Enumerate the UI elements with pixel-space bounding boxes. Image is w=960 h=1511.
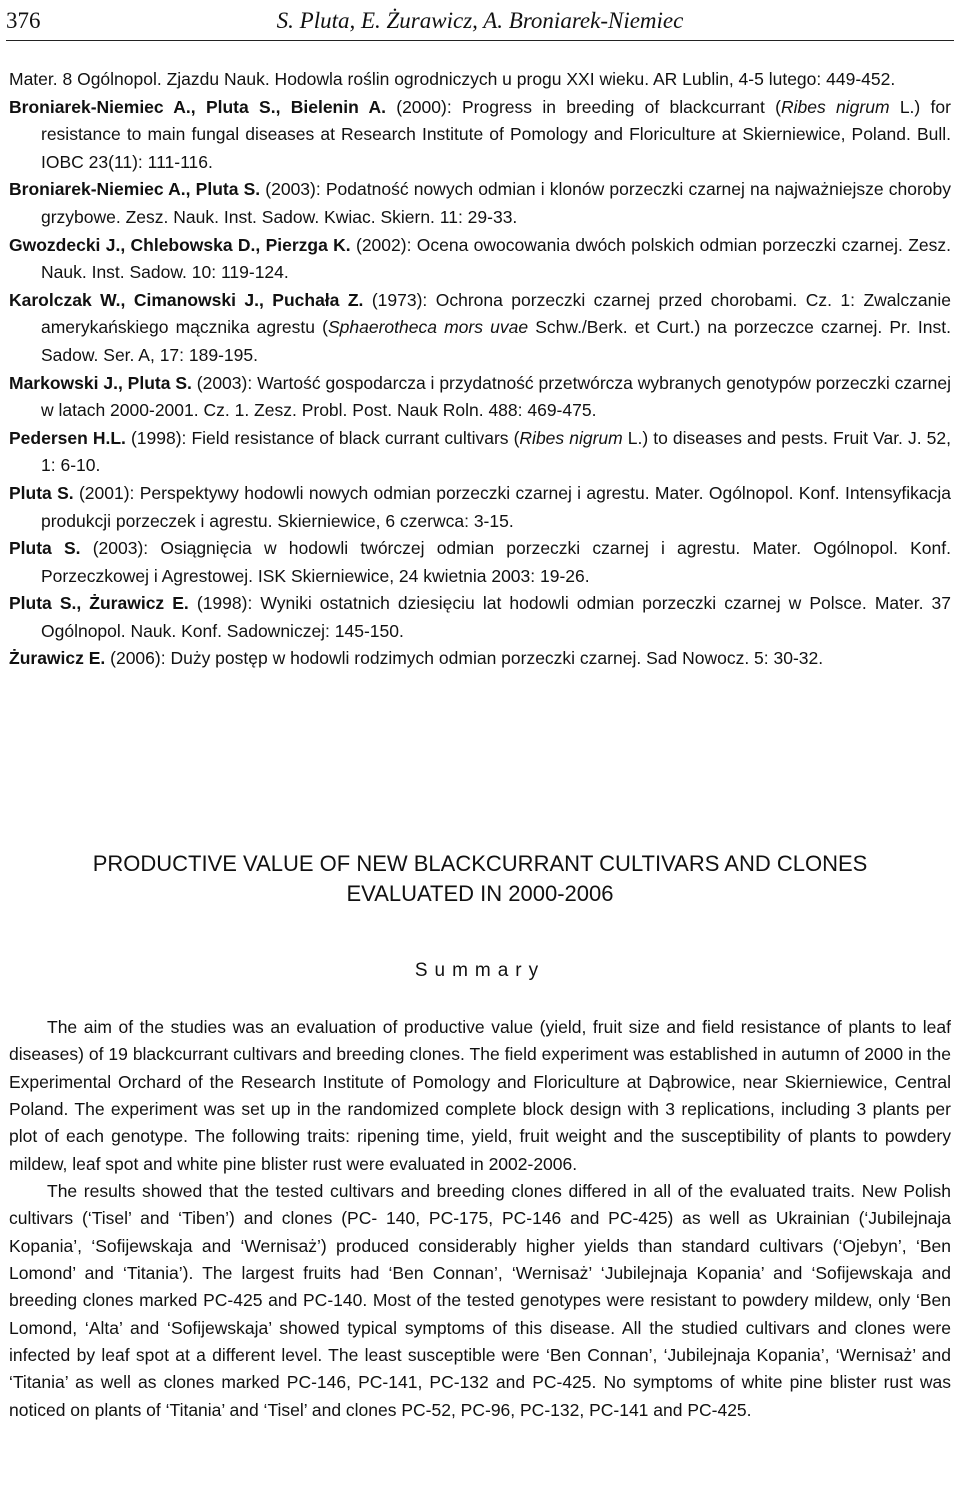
reference-text: (2006): Duży postęp w hodowli rodzimych odmian porzeczki czarnej. Sad Nowocz. 5: 30-32. — [105, 648, 824, 669]
reference-authors: Broniarek-Niemiec A., Pluta S. — [9, 179, 261, 200]
reference-text: (1998): Wyniki ostatnich dziesięciu lat hodowli odmian porzeczki czarnej w Polsce. Mater. 37 Ogólnopol. Nauk. Konf. Sadowniczej: 145-150. — [41, 593, 951, 641]
reference-authors: Karolczak W., Cimanowski J., Puchała Z. — [9, 289, 364, 310]
reference-text: (2002): Ocena owocowania dwóch polskich odmian porzeczki czarnej. Zesz. Nauk. Inst. Sadow. 10: 119-124. — [41, 234, 951, 283]
reference-entry — [9, 94, 951, 177]
reference-authors: Markowski J., Pluta S. — [9, 372, 192, 393]
reference-authors: Żurawicz E. — [9, 648, 106, 669]
reference-text: (2000): Progress in breeding of blackcurrant ( — [385, 96, 781, 117]
reference-text: Mater. 8 Ogólnopol. Zjazdu Nauk. Hodowla roślin ogrodniczych u progu XXI wieku. AR Lublin, 4-5 lutego: 449-452. — [9, 69, 896, 89]
reference-text: (1973): Ochrona porzeczki czarnej przed chorobami. Cz. 1: Zwalczanie amerykańskiego mącznika agrestu ( — [41, 289, 951, 338]
reference-text: (2003): Osiągnięcia w hodowli twórczej odmian porzeczki czarnej i agrestu. Mater. Ogólnopol. Konf. Porzeczkowej i Agrestowej. ISK Skierniewice, 24 kwietnia 2003: 19-26. — [41, 538, 951, 586]
reference-text: L.) for resistance to main fungal diseases at Research Institute of Pomology and Floriculture at Skierniewice, Poland. Bull. IOBC 23(11): 111-116. — [41, 96, 951, 172]
page-number: 376 — [6, 8, 41, 33]
reference-entry — [9, 590, 951, 645]
summary-paragraph: The aim of the studies was an evaluation of productive value (yield, fruit size and field resistance of plants to leaf diseases) of 19 blackcurrant cultivars and breeding clones. The field experiment was established in autumn of 2000 in the Experimental Orchard of the Research Institute of Pomology and Floriculture at Dąbrowice, near Skierniewice, Central Poland. The experiment was set up in the randomized complete block design with 3 replications, including 3 plants per plot of each genotype. The following traits: ripening time, yield, fruit weight and the susceptibility of plants to powdery mildew, leaf spot and white pine blister rust were evaluated in 2002-2006. — [9, 1017, 951, 1174]
reference-italic-text: Ribes nigrum — [519, 427, 623, 448]
reference-authors: Broniarek-Niemiec A., Pluta S., Bielenin A. — [9, 96, 386, 117]
reference-entry — [9, 535, 951, 590]
reference-entry — [9, 232, 951, 287]
reference-text: (2003): Wartość gospodarcza i przydatność przetwórcza wybranych genotypów porzeczki czarnej w latach 2000-2001. Cz. 1. Zesz. Probl. Post. Nauk Roln. 488: 469-475. — [41, 372, 951, 421]
reference-entry — [9, 287, 951, 370]
reference-italic-text: Sphaerotheca mors uvae — [327, 317, 529, 338]
reference-text: L.) to diseases and pests. Fruit Var. J. 52, 1: 6-10. — [41, 427, 951, 476]
english-title-line-2: EVALUATED IN 2000-2006 — [346, 881, 614, 906]
reference-text: (2001): Perspektywy hodowli nowych odmian porzeczki czarnej i agrestu. Mater. Ogólnopol. Konf. Intensyfikacja produkcji porzeczek i agrestu. Skierniewice, 6 czerwca: 3-15. — [41, 482, 951, 531]
reference-authors: Pluta S., Żurawicz E. — [9, 593, 189, 614]
english-title-line-1: PRODUCTIVE VALUE OF NEW BLACKCURRANT CULTIVARS AND CLONES — [92, 851, 868, 876]
running-header — [6, 6, 954, 41]
reference-entry — [9, 370, 951, 425]
reference-entry — [9, 480, 951, 535]
reference-authors: Pedersen H.L. — [9, 427, 126, 448]
reference-authors: Gwozdecki J., Chlebowska D., Pierzga K. — [9, 234, 351, 255]
summary-heading: Summary — [414, 960, 546, 981]
reference-authors: Pluta S. — [9, 538, 81, 559]
reference-text: Schw./Berk. et Curt.) na porzeczce czarnej. Pr. Inst. Sadow. Ser. A, 17: 189-195. — [41, 317, 951, 365]
reference-list — [9, 66, 951, 673]
reference-text: (1998): Field resistance of black currant cultivars ( — [125, 427, 520, 448]
reference-entry — [9, 66, 951, 94]
summary-body — [9, 1014, 951, 1424]
reference-entry — [9, 645, 951, 673]
reference-entry — [9, 176, 951, 231]
summary-paragraph: The results showed that the tested cultivars and breeding clones differed in all of the evaluated traits. New Polish cultivars (‘Tisel’ and ‘Tiben’) and clones (PC- 140, PC-175, PC-146 and PC-425) as well as Ukrainian (‘Jubilejnaja Kopania’, ‘Sofijewskaja and ‘Wernisaż’) produced considerably higher yields than standard cultivars (‘Ojebyn’, ‘Ben Lomond’ and ‘Titania’). The largest fruits had ‘Ben Connan’, ‘Wernisaż’ ‘Jubilejnaja Kopania’ and ‘Sofijewskaja and breeding clones marked PC-425 and PC-140. Most of the tested genotypes were resistant to powdery mildew, only ‘Ben Lomond, ‘Alta’ and ‘Sofijewskaja’ showed typical symptoms of this disease. All the studied cultivars and clones were infected by leaf spot at a different level. The least susceptible were ‘Ben Connan’, ‘Jubilejnaja Kopania’, ‘Wernisaż’ and ‘Titania’ as well as clones marked PC-146, PC-141, PC-132 and PC-425. No symptoms of white pine blister rust was noticed on plants of ‘Titania’ and ‘Tisel’ and clones PC-52, PC-96, PC-132, PC-141 and PC-425. — [9, 1181, 951, 1420]
reference-italic-text: Ribes nigrum — [781, 96, 890, 117]
english-title — [0, 849, 960, 909]
running-title: S. Pluta, E. Żurawicz, A. Broniarek-Niemiec — [276, 8, 684, 33]
reference-entry — [9, 425, 951, 480]
reference-authors: Pluta S. — [9, 482, 74, 503]
reference-text: (2003): Podatność nowych odmian i klonów porzeczki czarnej na najważniejsze choroby grzybowe. Zesz. Nauk. Inst. Sadow. Kwiac. Skiern. 11: 29-33. — [41, 179, 951, 227]
